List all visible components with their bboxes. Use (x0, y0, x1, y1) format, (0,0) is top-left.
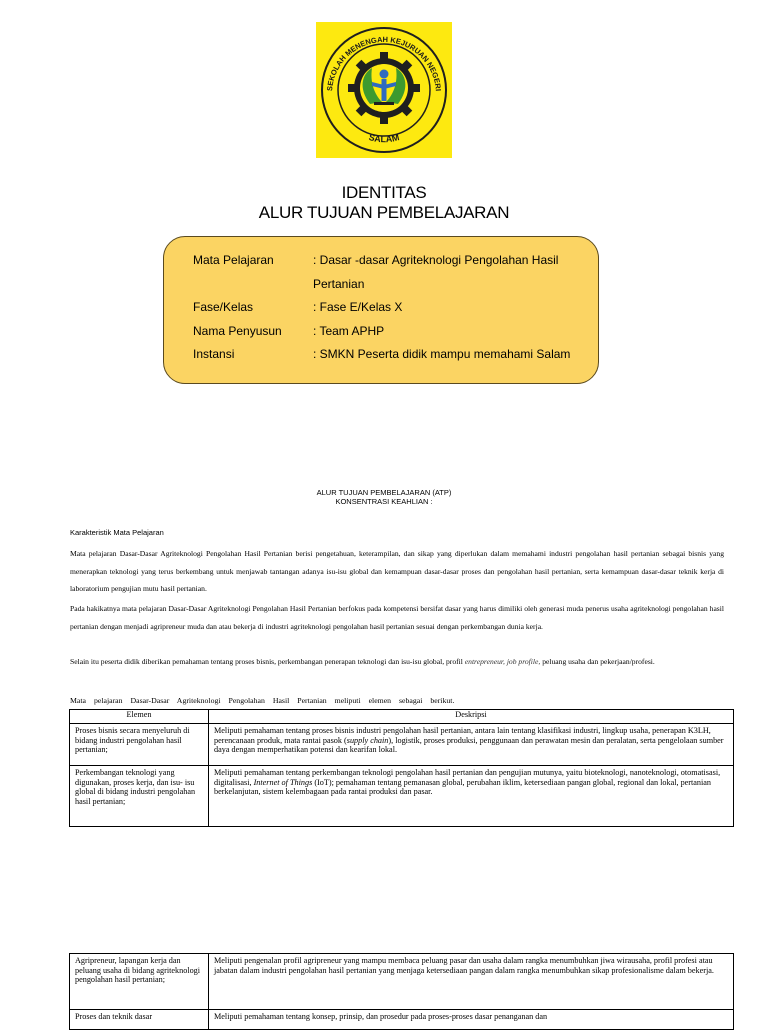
table-row (70, 766, 734, 827)
identity-key: Mata Pelajaran (193, 253, 274, 267)
identity-box (163, 236, 599, 384)
identity-value: : Fase E/Kelas X (313, 300, 403, 314)
cell-deskripsi: Meliputi pengenalan profil agripreneur yang mampu membaca peluang pasar dan usaha dalam rangka menumbuhkan jiwa wirausaha, profil profesi atau jabatan dalam industri pengolahan hasil pertanian yang menjaga ketersediaan pangan dalam rangka menumbuhkan sikap profesionalisme dalam bekerja. (209, 954, 734, 1010)
paragraph-2: Pada hakikatnya mata pelajaran Dasar-Dasar Agriteknologi Pengolahan Hasil Pertanian berfokus pada kompetensi bersifat dasar yang harus dimiliki oleh generasi muda penerus usaha agriteknologi pengolahan hasil pertanian dengan menjadi agripreneur muda dan atau bekerja di industri agriteknologi pengolahan hasil pertanian sesuai dengan perkembangan dunia kerja. (70, 604, 724, 631)
header-deskripsi: Deskripsi (209, 710, 734, 724)
konsentrasi-heading: KONSENTRASI KEAHLIAN : (335, 497, 433, 506)
paragraph-3: Selain itu peserta didik diberikan pemahaman tentang proses bisnis, perkembangan penerapan teknologi dan isu-isu global, profil entrepreneur, job profile, peluang usaha dan pekerjaan/profesi. (70, 657, 655, 666)
element-table-continued (69, 953, 734, 1030)
document-title-line1: IDENTITAS (341, 183, 427, 202)
cell-elemen: Agripreneur, lapangan kerja dan peluang usaha di bidang agriteknologi pengolahan hasil pertanian; (70, 954, 209, 1010)
identity-value: Pertanian (313, 277, 365, 291)
school-logo (316, 22, 452, 158)
identity-value: : Dasar -dasar Agriteknologi Pengolahan Hasil (313, 253, 559, 267)
table-row (70, 1010, 734, 1030)
identity-value: : SMKN Peserta didik mampu memahami Salam (313, 347, 571, 361)
cell-elemen: Proses bisnis secara menyeluruh di bidang industri pengolahan hasil pertanian; (70, 724, 209, 766)
cell-elemen: Proses dan teknik dasar (70, 1010, 209, 1030)
karakteristik-heading: Karakteristik Mata Pelajaran (70, 528, 164, 537)
cell-deskripsi: Meliputi pemahaman tentang proses bisnis industri pengolahan hasil pertanian, antara lain tentang klasifikasi industri, lingkup usaha, penerapan K3LH, perencanaan produk, mata rantai pasok (supply chain), logistik, proses produksi, penggunaan dan perawatan mesin dan peralatan, serta pengelolaan sumber daya dengan memperhatikan potensi dan kearifan lokal. (209, 724, 734, 766)
paragraph-1: Mata pelajaran Dasar-Dasar Agriteknologi Pengolahan Hasil Pertanian berisi pengetahuan, keterampilan, dan sikap yang diperlukan dalam memahami industri pengolahan hasil pertanian sebagai bisnis yang menerapkan teknologi yang terus berkembang untuk menjawab tantangan adanya isu-isu global dan kemampuan dasar-dasar proses dan pengolahan hasil pertanian, serta kemampuan dasar-dasar teknik kerja di laboratorium pengujian mutu hasil pertanian. (70, 549, 724, 593)
table-header-row (70, 710, 734, 724)
cell-deskripsi: Meliputi pemahaman tentang konsep, prinsip, dan prosedur pada proses-proses dasar penanganan dan (209, 1010, 734, 1030)
cell-deskripsi: Meliputi pemahaman tentang perkembangan teknologi pengolahan hasil pertanian dan pengujian mutunya, yaitu bioteknologi, nanoteknologi, otomatisasi, digitalisasi, Internet of Things (IoT); pemahaman tentang pemanasan global, perubahan iklim, ketersediaan pangan global, regional dan lokal, pertanian berkelanjutan, sistem kelembagaan pada rantai produksi dan pasar. (209, 766, 734, 827)
cell-elemen: Perkembangan teknologi yang digunakan, proses kerja, dan isu- isu global di bidang industri pengolahan hasil pertanian; (70, 766, 209, 827)
atp-heading: ALUR TUJUAN PEMBELAJARAN (ATP) (316, 488, 452, 497)
identity-key: Instansi (193, 347, 235, 361)
header-elemen: Elemen (70, 710, 209, 724)
school-seal-icon (316, 22, 452, 158)
table-row (70, 724, 734, 766)
table-row (70, 954, 734, 1010)
identity-key: Fase/Kelas (193, 300, 254, 314)
element-table (69, 709, 734, 827)
svg-text:SALAM: SALAM (367, 132, 401, 145)
identity-key: Nama Penyusun (193, 324, 282, 338)
svg-text:SEKOLAH MENENGAH KEJURUAN NEGE: SEKOLAH MENENGAH KEJURUAN NEGERI (325, 34, 443, 92)
identity-value: : Team APHP (313, 324, 385, 338)
document-title-line2: ALUR TUJUAN PEMBELAJARAN (258, 203, 510, 222)
element-intro: Mata pelajaran Dasar-Dasar Agriteknologi Pengolahan Hasil Pertanian meliputi elemen sebagai berikut. (70, 696, 455, 705)
